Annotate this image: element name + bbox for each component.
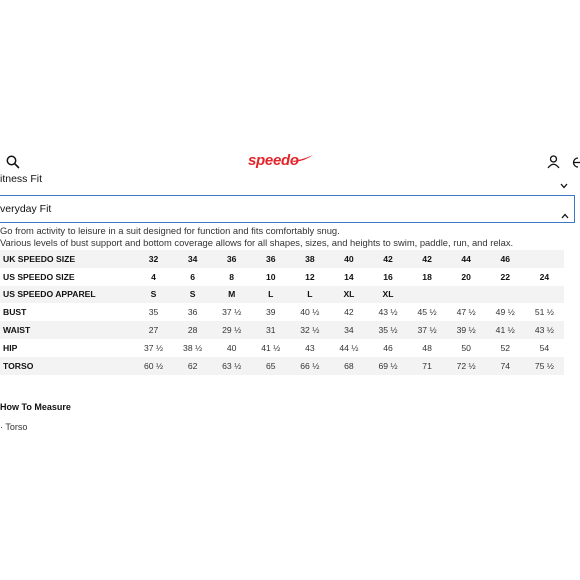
table-cell: 4: [134, 268, 173, 286]
table-cell: 37 ½: [212, 303, 251, 321]
table-cell: 35: [134, 303, 173, 321]
table-cell: 12: [290, 268, 329, 286]
table-cell: 42: [329, 303, 368, 321]
search-icon[interactable]: [6, 155, 20, 169]
table-cell: 66 ½: [290, 357, 329, 375]
table-cell: [525, 250, 564, 268]
table-cell: 16: [368, 268, 407, 286]
table-cell: 35 ½: [368, 321, 407, 339]
table-cell: L: [290, 286, 329, 304]
table-cell: 41 ½: [486, 321, 525, 339]
table-cell: 6: [173, 268, 212, 286]
table-cell: 41 ½: [251, 339, 290, 357]
measure-item-label: Torso: [5, 422, 28, 430]
table-cell: 27: [134, 321, 173, 339]
table-row: [0, 303, 564, 321]
row-header: HIP: [0, 339, 134, 357]
table-cell: 36: [212, 250, 251, 268]
table-cell: 51 ½: [525, 303, 564, 321]
table-row: [0, 250, 564, 268]
row-header: BUST: [0, 303, 134, 321]
description-line-1: Go from activity to leisure in a suit designed for function and fits comfortably snug.: [0, 225, 340, 236]
chevron-down-icon: [560, 176, 568, 194]
table-cell: 34: [173, 250, 212, 268]
table-cell: [525, 286, 564, 304]
table-cell: M: [212, 286, 251, 304]
table-cell: 20: [447, 268, 486, 286]
back-icon[interactable]: [571, 156, 580, 169]
measure-item-torso[interactable]: [0, 422, 27, 430]
table-cell: 44 ½: [329, 339, 368, 357]
table-cell: 50: [447, 339, 486, 357]
table-cell: 46: [486, 250, 525, 268]
table-cell: 62: [173, 357, 212, 375]
table-cell: 32: [134, 250, 173, 268]
logo-swoosh-icon: [292, 155, 314, 163]
speedo-logo[interactable]: [248, 152, 299, 169]
table-cell: XL: [329, 286, 368, 304]
row-header: US SPEEDO SIZE: [0, 268, 134, 286]
table-cell: 60 ½: [134, 357, 173, 375]
table-cell: S: [173, 286, 212, 304]
table-cell: 31: [251, 321, 290, 339]
table-cell: 68: [329, 357, 368, 375]
table-cell: 40: [212, 339, 251, 357]
chevron-up-icon: [561, 206, 569, 224]
table-cell: 45 ½: [408, 303, 447, 321]
logo-text: speedo: [248, 152, 299, 169]
table-cell: 74: [486, 357, 525, 375]
table-cell: 69 ½: [368, 357, 407, 375]
table-row: [0, 268, 564, 286]
accordion-fitness-fit[interactable]: [0, 172, 575, 188]
table-cell: 49 ½: [486, 303, 525, 321]
table-cell: 8: [212, 268, 251, 286]
table-cell: 18: [408, 268, 447, 286]
table-row: [0, 339, 564, 357]
table-cell: 72 ½: [447, 357, 486, 375]
table-cell: 43: [290, 339, 329, 357]
row-header: US SPEEDO APPAREL: [0, 286, 134, 304]
account-icon[interactable]: [547, 155, 560, 169]
table-cell: 36: [173, 303, 212, 321]
table-cell: 36: [251, 250, 290, 268]
table-cell: 24: [525, 268, 564, 286]
table-cell: S: [134, 286, 173, 304]
table-cell: 43 ½: [525, 321, 564, 339]
table-cell: 29 ½: [212, 321, 251, 339]
table-cell: L: [251, 286, 290, 304]
table-cell: 37 ½: [408, 321, 447, 339]
table-cell: 75 ½: [525, 357, 564, 375]
table-cell: 40: [329, 250, 368, 268]
row-header: WAIST: [0, 321, 134, 339]
table-cell: 32 ½: [290, 321, 329, 339]
table-cell: 48: [408, 339, 447, 357]
table-cell: 47 ½: [447, 303, 486, 321]
bullet-icon: ·: [0, 422, 6, 430]
table-row: [0, 286, 564, 304]
table-cell: 14: [329, 268, 368, 286]
table-cell: 10: [251, 268, 290, 286]
table-cell: 38 ½: [173, 339, 212, 357]
table-cell: [447, 286, 486, 304]
accordion-fitness-fit-label: itness Fit: [0, 173, 43, 185]
table-cell: 40 ½: [290, 303, 329, 321]
table-cell: 38: [290, 250, 329, 268]
description-line-2: Various levels of bust support and bottom coverage allows for all shapes, sizes, and heights to swim, paddle, run, and relax.: [0, 237, 514, 248]
accordion-everyday-fit-label: veryday Fit: [0, 203, 52, 215]
table-cell: 39 ½: [447, 321, 486, 339]
accordion-everyday-fit[interactable]: [0, 195, 575, 223]
table-row: [0, 357, 564, 375]
table-cell: 43 ½: [368, 303, 407, 321]
how-to-measure-heading: How To Measure: [0, 402, 71, 412]
row-header: UK SPEEDO SIZE: [0, 250, 134, 268]
table-cell: 37 ½: [134, 339, 173, 357]
table-cell: 54: [525, 339, 564, 357]
table-cell: 34: [329, 321, 368, 339]
table-cell: [486, 286, 525, 304]
table-cell: 65: [251, 357, 290, 375]
table-cell: 42: [368, 250, 407, 268]
row-header: TORSO: [0, 357, 134, 375]
table-cell: 52: [486, 339, 525, 357]
table-cell: 44: [447, 250, 486, 268]
table-cell: 28: [173, 321, 212, 339]
table-cell: 71: [408, 357, 447, 375]
size-chart-table: [0, 250, 564, 375]
table-cell: XL: [368, 286, 407, 304]
table-cell: [408, 286, 447, 304]
table-cell: 46: [368, 339, 407, 357]
table-row: [0, 321, 564, 339]
table-cell: 39: [251, 303, 290, 321]
table-cell: 42: [408, 250, 447, 268]
table-cell: 63 ½: [212, 357, 251, 375]
table-cell: 22: [486, 268, 525, 286]
